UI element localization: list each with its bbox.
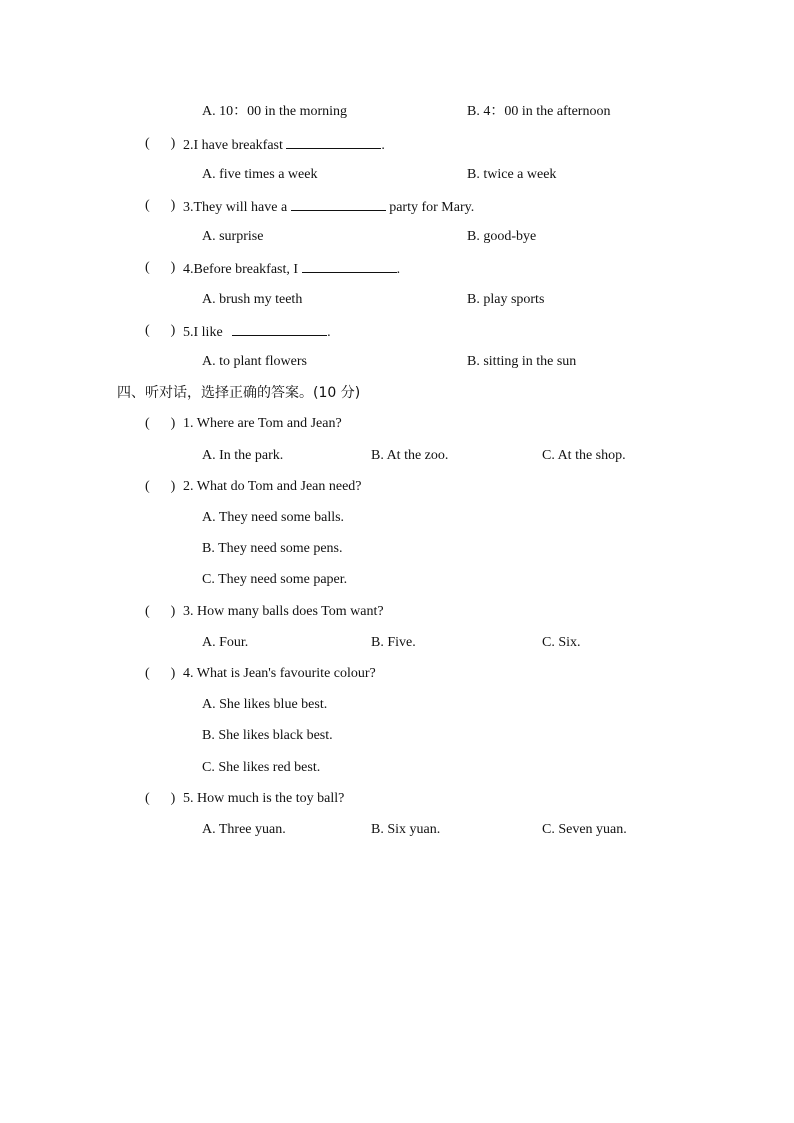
question-text: 3. How many balls does Tom want? [183,604,384,619]
part4-q1-option-b: B. At the zoo. [371,448,449,463]
part4-q2-stem [145,478,645,496]
answer-blank[interactable] [232,322,327,336]
answer-paren[interactable]: ( ) [145,604,176,619]
question-text: 1. Where are Tom and Jean? [183,416,342,431]
question-text: 5. How much is the toy ball? [183,791,345,806]
answer-paren[interactable]: ( ) [145,323,176,338]
part4-q3-stem [145,603,645,621]
part4-q3-option-a: A. Four. [202,635,249,650]
part4-q4-option-c: C. She likes red best. [202,760,321,775]
part3-q5-option-b: B. sitting in the sun [467,354,577,369]
part3-q1-option-b: B. 4：00 in the afternoon [467,104,611,119]
question-text-after: . [327,325,331,340]
answer-paren[interactable]: ( ) [145,479,176,494]
answer-paren[interactable]: ( ) [145,198,176,213]
question-text-after: party for Mary. [389,200,475,215]
answer-paren[interactable]: ( ) [145,136,176,151]
part4-q1-option-c: C. At the shop. [542,448,626,463]
question-number: 3. [183,200,194,215]
question-text-after: . [381,138,385,153]
part3-q2-option-b: B. twice a week [467,167,557,182]
part3-q3-stem [145,197,645,215]
question-text: 4. What is Jean's favourite colour? [183,666,376,681]
question-text-after: . [396,262,401,277]
part4-q5-stem [145,790,645,808]
question-number: 2. [183,138,194,153]
answer-blank[interactable] [286,135,381,149]
part4-q5-option-c: C. Seven yuan. [542,822,627,837]
question-number: 4. [183,262,194,277]
part4-q1-option-a: A. In the park. [202,448,284,463]
part3-q2-stem [145,135,645,153]
question-text: 2. What do Tom and Jean need? [183,479,362,494]
answer-paren[interactable]: ( ) [145,416,176,431]
part4-q4-option-b: B. She likes black best. [202,728,333,743]
question-text-before: They will have a [193,200,288,215]
answer-blank[interactable] [302,259,397,273]
part4-q4-option-a: A. She likes blue best. [202,697,328,712]
question-number: 5. [183,325,194,340]
part4-q2-option-c: C. They need some paper. [202,572,348,587]
part3-q4-stem [145,259,645,277]
part3-q3-option-a: A. surprise [202,229,264,244]
question-text-before: I have breakfast [193,138,283,153]
answer-paren[interactable]: ( ) [145,791,176,806]
question-text-before: I like [193,325,223,340]
part3-q4-option-b: B. play sports [467,292,545,307]
part3-q3-option-b: B. good-bye [467,229,537,244]
answer-paren[interactable]: ( ) [145,260,176,275]
part4-q2-option-b: B. They need some pens. [202,541,343,556]
part3-q2-option-a: A. five times a week [202,167,318,182]
part4-q5-option-a: A. Three yuan. [202,822,286,837]
part4-q3-option-c: C. Six. [542,635,581,650]
answer-blank[interactable] [291,197,386,211]
part4-q4-stem [145,665,645,683]
question-text-before: Before breakfast, I [193,262,299,277]
part3-q1-option-a: A. 10：00 in the morning [202,104,348,119]
part4-q2-option-a: A. They need some balls. [202,510,345,525]
part4-q3-option-b: B. Five. [371,635,416,650]
part4-q5-option-b: B. Six yuan. [371,822,441,837]
part4-q1-stem [145,415,645,433]
section-title-part4: 四、听对话，选择正确的答案。(10 分) [117,385,361,401]
part3-q5-stem [145,322,645,340]
part3-q4-option-a: A. brush my teeth [202,292,303,307]
part3-q5-option-a: A. to plant flowers [202,354,307,369]
answer-paren[interactable]: ( ) [145,666,176,681]
